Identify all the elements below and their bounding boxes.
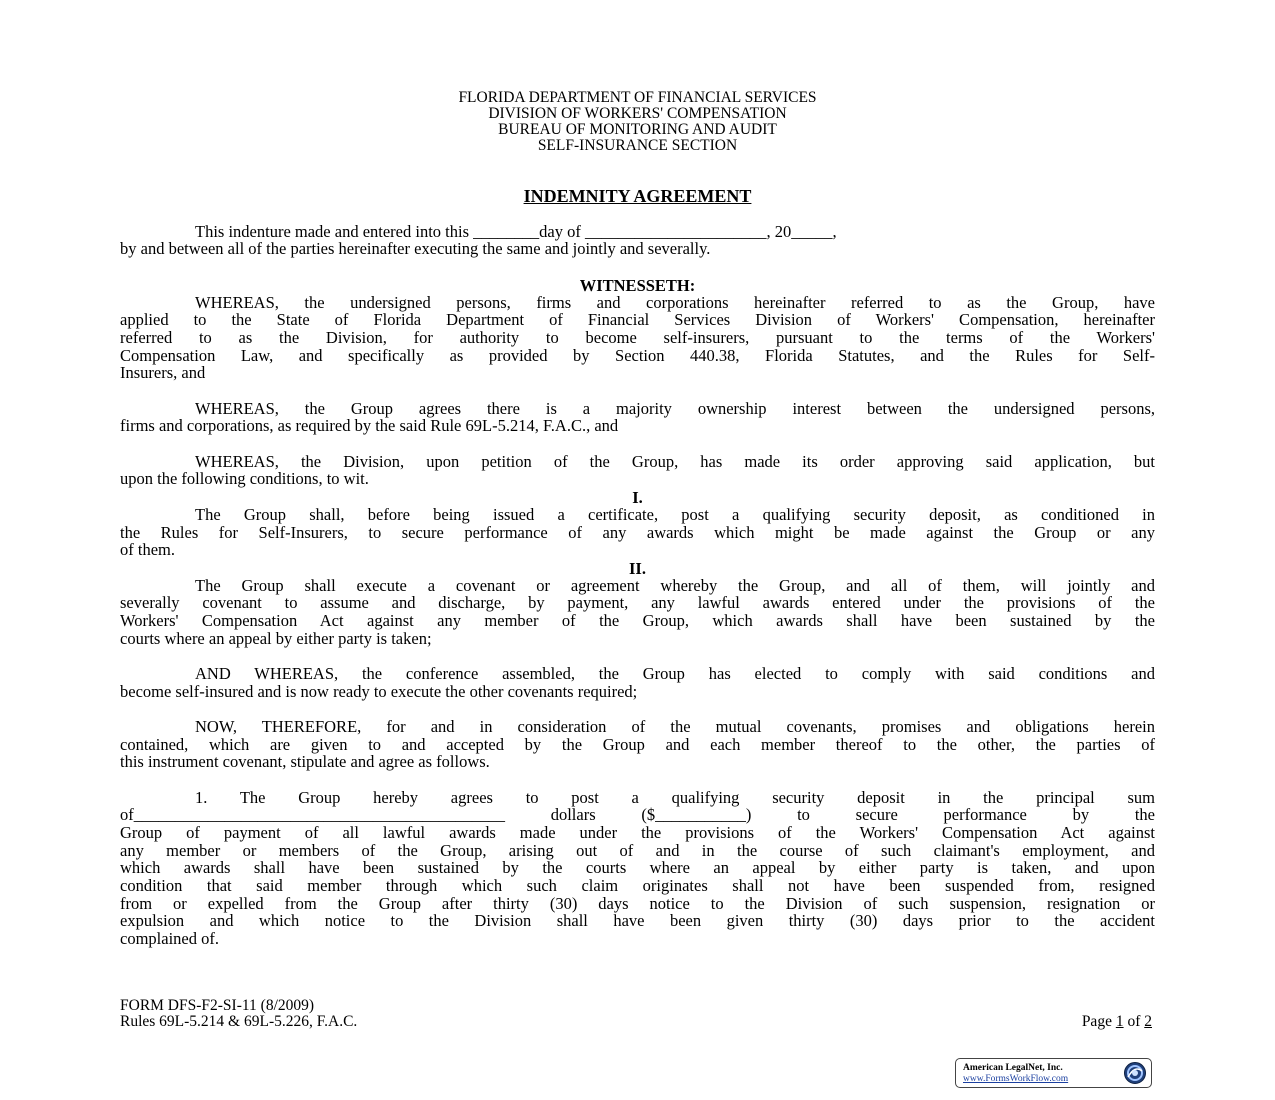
- section2-line-3: Workers' Compensation Act against any member of the Group, which awards shall have been sustained by the: [120, 611, 1155, 630]
- item1-line-5: which awards shall have been sustained by the courts where an appeal by either party is taken, and upon: [120, 858, 1155, 877]
- page-of: of: [1123, 1013, 1145, 1030]
- page-total: 2: [1144, 1013, 1152, 1030]
- american-legalnet-logo[interactable]: [955, 1058, 1152, 1088]
- intro-line-1: This indenture made and entered into this ________day of ______________________, 20_____,: [195, 222, 837, 241]
- logo-url-link[interactable]: www.FormsWorkFlow.com: [963, 1074, 1069, 1084]
- globe-icon: [1122, 1061, 1148, 1085]
- whereas1-line-3: referred to as the Division, for authority to become self-insurers, pursuant to the terms of the Workers': [120, 328, 1155, 347]
- page-prefix: Page: [1081, 1013, 1116, 1030]
- nowtherefore-line-3: this instrument covenant, stipulate and agree as follows.: [120, 752, 490, 771]
- item1-line-7: from or expelled from the Group after thirty (30) days notice to the Division of such suspension, resignation or: [120, 894, 1155, 913]
- section1-line-3: of them.: [120, 540, 175, 559]
- nowtherefore-line-1: NOW, THEREFORE, for and in consideration of the mutual covenants, promises and obligations herein: [195, 717, 1155, 736]
- section-1-heading: I.: [632, 488, 643, 507]
- header-line-3: BUREAU OF MONITORING AND AUDIT: [498, 121, 777, 138]
- item1-line-8: expulsion and which notice to the Division shall have been given thirty (30) days prior to the accident: [120, 911, 1155, 930]
- intro-line-2: by and between all of the parties hereinafter executing the same and jointly and severally.: [120, 239, 711, 258]
- item1-line-9: complained of.: [120, 929, 219, 948]
- logo-company-name: American LegalNet, Inc.: [963, 1063, 1063, 1073]
- section1-line-1: The Group shall, before being issued a certificate, post a qualifying security deposit, as conditioned in: [195, 505, 1155, 524]
- section2-line-1: The Group shall execute a covenant or agreement whereby the Group, and all of them, will jointly and: [195, 576, 1155, 595]
- page-current: 1: [1115, 1013, 1124, 1030]
- header-line-2: DIVISION OF WORKERS' COMPENSATION: [488, 105, 787, 122]
- section-2-heading: II.: [629, 559, 646, 578]
- section1-line-2: the Rules for Self-Insurers, to secure performance of any awards which might be made against the Group or any: [120, 523, 1155, 542]
- whereas3-line-1: WHEREAS, the Division, upon petition of the Group, has made its order approving said application, but: [195, 452, 1155, 471]
- footer-form-number: FORM DFS-F2-SI-11 (8/2009): [120, 997, 315, 1014]
- whereas1-line-4: Compensation Law, and specifically as provided by Section 440.38, Florida Statutes, and the Rules for Self-: [120, 346, 1155, 365]
- whereas2-line-2: firms and corporations, as required by the said Rule 69L-5.214, F.A.C., and: [120, 416, 619, 435]
- document-title: INDEMNITY AGREEMENT: [523, 186, 752, 206]
- item1-line-1: 1. The Group hereby agrees to post a qualifying security deposit in the principal sum: [195, 788, 1155, 807]
- header-line-4: SELF-INSURANCE SECTION: [537, 137, 738, 154]
- andwhereas-line-2: become self-insured and is now ready to execute the other covenants required;: [120, 682, 638, 701]
- section2-line-2: severally covenant to assume and discharge, by payment, any lawful awards entered under the provisions of the: [120, 593, 1155, 612]
- item1-line-4: any member or members of the Group, arising out of and in the course of such claimant's employment, and: [120, 841, 1155, 860]
- page-number: [1040, 1013, 1152, 1031]
- whereas3-line-2: upon the following conditions, to wit.: [120, 469, 369, 488]
- item1-line-3: Group of payment of all lawful awards made under the provisions of the Workers' Compensation Act against: [120, 823, 1155, 842]
- footer-rules: Rules 69L-5.214 & 69L-5.226, F.A.C.: [120, 1013, 358, 1030]
- whereas1-line-2: applied to the State of Florida Department of Financial Services Division of Workers' Compensation, hereinafter: [120, 310, 1155, 329]
- andwhereas-line-1: AND WHEREAS, the conference assembled, the Group has elected to comply with said conditions and: [195, 664, 1155, 683]
- item1-line-6: condition that said member through which such claim originates shall not have been suspended from, resigned: [120, 876, 1155, 895]
- header-line-1: FLORIDA DEPARTMENT OF FINANCIAL SERVICES: [458, 89, 817, 106]
- section2-line-4: courts where an appeal by either party is taken;: [120, 629, 432, 648]
- nowtherefore-line-2: contained, which are given to and accepted by the Group and each member thereof to the other, the parties of: [120, 735, 1155, 754]
- witnesseth-heading: WITNESSETH:: [579, 276, 696, 295]
- item1-line-2: of_____________________________________________ dollars ($___________) to secure performance by the: [120, 805, 1155, 824]
- whereas1-line-5: Insurers, and: [120, 363, 206, 382]
- whereas2-line-1: WHEREAS, the Group agrees there is a majority ownership interest between the undersigned persons,: [195, 399, 1155, 418]
- whereas1-line-1: WHEREAS, the undersigned persons, firms and corporations hereinafter referred to as the Group, have: [195, 293, 1155, 312]
